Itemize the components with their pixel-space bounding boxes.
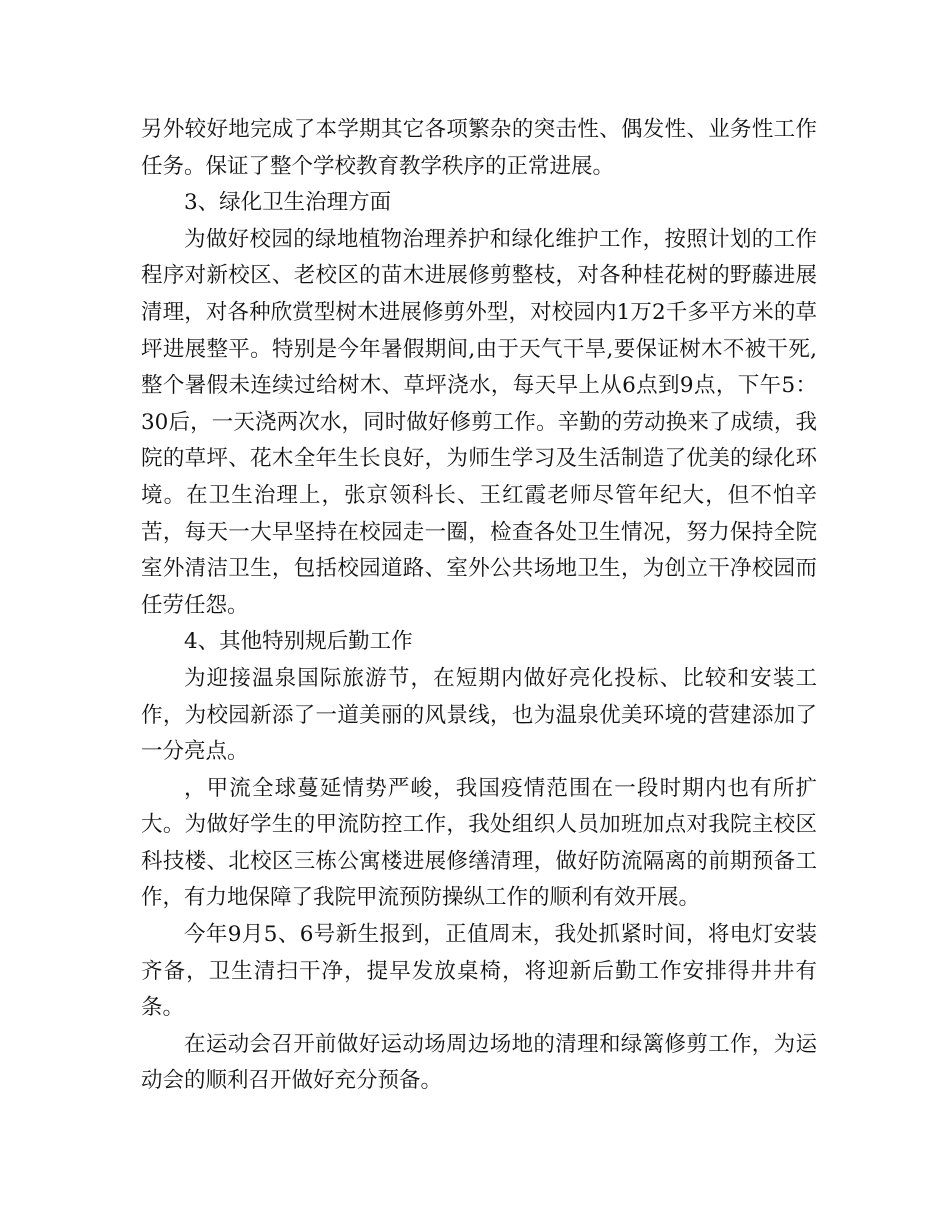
paragraph-greening: 为做好校园的绿地植物治理养护和绿化维护工作，按照计划的工作程序对新校区、老校区的苗木进展修剪整枝，对各种桂花树的野藤进展清理，对各种欣赏型树木进展修剪外型，对校园内1万2千多平方米的草坪进展整平。特别是今年暑假期间,由于天气干旱,要保证树木不被干死,整个暑假未连续过给树木、草坪浇水，每天早上从6点到9点，下午5：30后，一天浇两次水，同时做好修剪工作。辛勤的劳动换来了成绩，我院的草坪、花木全年生长良好，为师生学习及生活制造了优美的绿化环境。在卫生治理上，张京领科长、王红霞老师尽管年纪大，但不怕辛苦，每天一大早坚持在校园走一圈，检查各处卫生情况，努力保持全院室外清洁卫生，包括校园道路、室外公共场地卫生，为创立干净校园而任劳任怨。 bbox=[141, 226, 817, 618]
paragraph-flu-prevention: ，甲流全球蔓延情势严峻，我国疫情范围在一段时期内也有所扩大。为做好学生的甲流防控工作，我处组织人员加班加点对我院主校区科技楼、北校区三栋公寓楼进展修缮清理，做好防流隔离的前期预备工作，有力地保障了我院甲流预防操纵工作的顺利有效开展。 bbox=[141, 775, 817, 911]
paragraph-sports-meet: 在运动会召开前做好运动场周边场地的清理和绿篱修剪工作，为运动会的顺利召开做好充分预备。 bbox=[141, 1031, 817, 1094]
paragraph-tourism-festival: 为迎接温泉国际旅游节，在短期内做好亮化投标、比较和安装工作，为校园新添了一道美丽的风景线，也为温泉优美环境的营建添加了一分亮点。 bbox=[141, 665, 817, 765]
paragraph-continuation: 另外较好地完成了本学期其它各项繁杂的突击性、偶发性、业务性工作任务。保证了整个学校教育教学秩序的正常进展。 bbox=[141, 117, 817, 179]
section-heading-greening: 3、绿化卫生治理方面 bbox=[184, 190, 392, 216]
document-body bbox=[141, 112, 817, 1100]
paragraph-new-students: 今年9月5、6号新生报到，正值周末，我处抓紧时间，将电灯安装齐备，卫生清扫干净，提早发放桌椅，将迎新后勤工作安排得井井有条。 bbox=[141, 922, 817, 1021]
section-heading-other-logistics: 4、其他特别规后勤工作 bbox=[184, 629, 413, 655]
